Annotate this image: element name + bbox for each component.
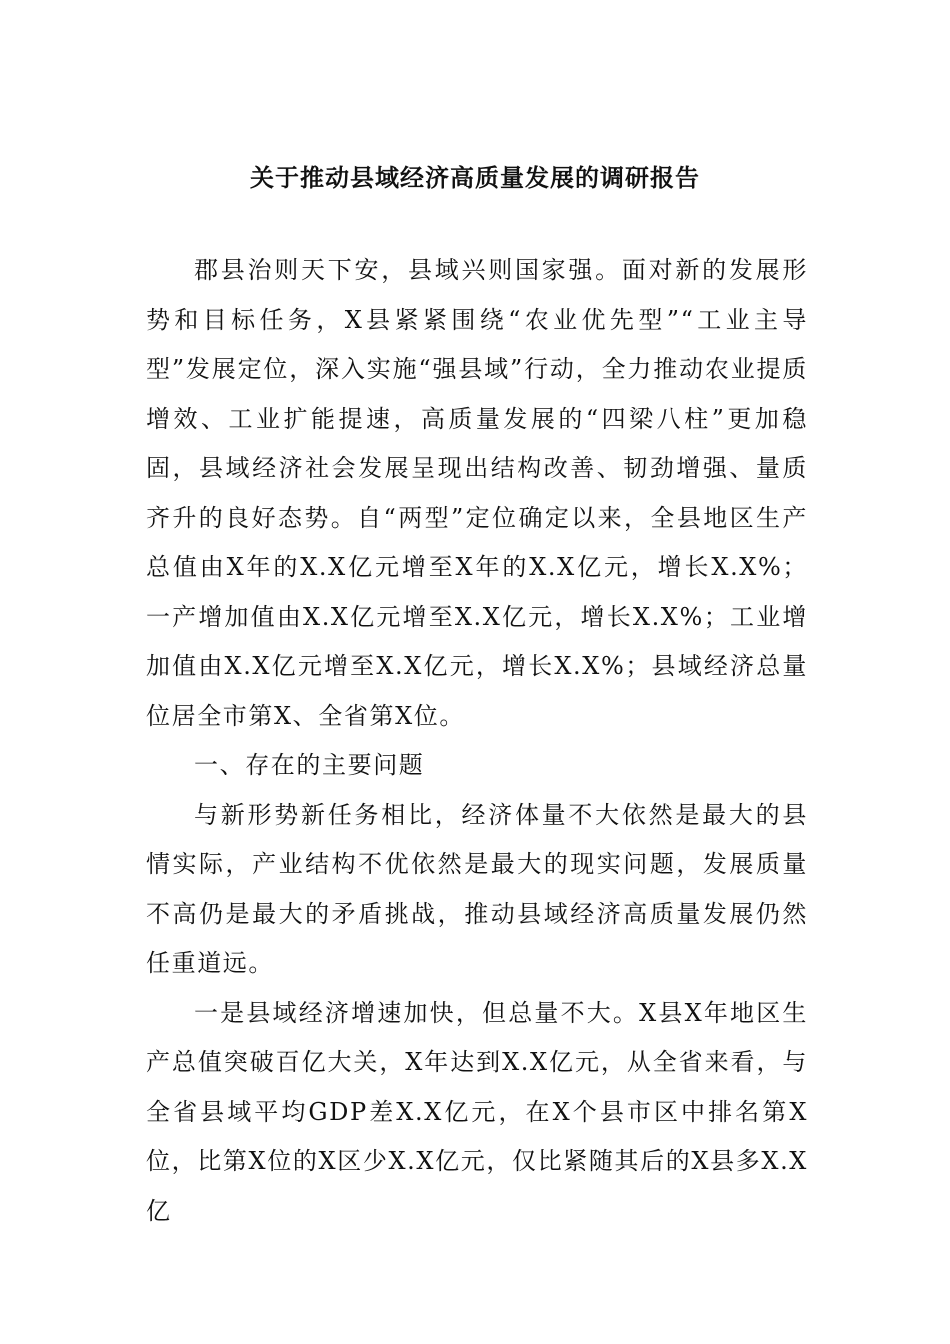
- intro-paragraph: 郡县治则天下安，县域兴则国家强。面对新的发展形势和目标任务，X县紧紧围绕“农业优先型”“工业主导型”发展定位，深入实施“强县域”行动，全力推动农业提质增效、工业扩能提速，高质量发展的“四梁八柱”更加稳固，县域经济社会发展呈现出结构改善、韧劲增强、量质齐升的良好态势。自“两型”定位确定以来，全县地区生产总值由X年的X.X亿元增至X年的X.X亿元，增长X.X%；一产增加值由X.X亿元增至X.X亿元，增长X.X%；工业增加值由X.X亿元增至X.X亿元，增长X.X%；县域经济总量位居全市第X、全省第X位。: [146, 256, 808, 730]
- point-one-paragraph: 一是县域经济增速加快，但总量不大。X县X年地区生产总值突破百亿大关，X年达到X.X亿元，从全省来看，与全省县域平均GDP差X.X亿元，在X个县市区中排名第X位，比第X位的X区少X.X亿元，仅比紧随其后的X县多X.X亿: [146, 998, 808, 1225]
- section-heading: 一、存在的主要问题: [194, 751, 425, 779]
- document-body: [146, 246, 808, 1236]
- document-title: 关于推动县域经济高质量发展的调研报告: [250, 164, 700, 192]
- section-intro-paragraph: 与新形势新任务相比，经济体量不大依然是最大的县情实际，产业结构不优依然是最大的现实问题，发展质量不高仍是最大的矛盾挑战，推动县域经济高质量发展仍然任重道远。: [146, 800, 808, 977]
